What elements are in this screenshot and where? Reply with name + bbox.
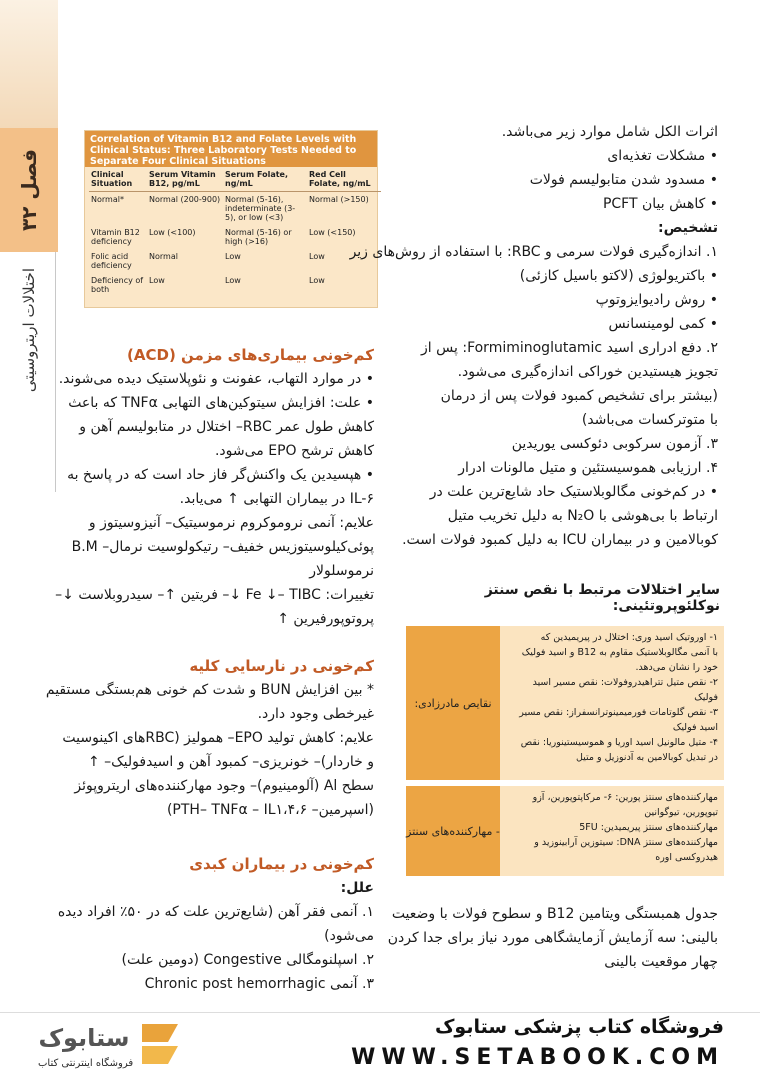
disorders-row-label: نقایص مادرزادی: <box>406 626 500 780</box>
text-line: ۱. آنمی فقر آهن (شایع‌ترین علت که در ۵۰٪ افراد دیده <box>57 904 374 920</box>
subheading: علل: <box>340 880 374 896</box>
disorders-row-body <box>500 626 724 780</box>
disorders-line: در تبدیل کوبالامین به آدنوزیل و متیل <box>575 752 718 763</box>
text-line: تجویز هیستیدین خوراکی اندازه‌گیری می‌شود. <box>457 364 718 380</box>
text-line: غیرخطی وجود دارد. <box>257 706 374 722</box>
ckd-heading: کم‌خونی در نارسایی کلیه <box>189 657 374 675</box>
text-line: • باکتریولوژی (لاکتو باسیل کازئی) <box>398 264 718 288</box>
vitamin-table-cell: Low <box>225 276 241 285</box>
vitamin-table-cell: Normal (5-16) or high (>16) <box>225 228 292 246</box>
disorders-line: اسید فولیک <box>672 722 718 733</box>
text-line: با متوترکسات می‌باشد) <box>581 412 718 428</box>
vitamin-table-cell: Folic acid deficiency <box>91 252 132 270</box>
disorders-line: مهارکننده‌های سنتز DNA: سیتوزین آرابینوزید و <box>534 837 718 848</box>
text-line: ۳. آنمی Chronic post hemorrhagic <box>144 976 374 992</box>
text-line: • در کم‌خونی مگالوبلاستیک حاد شایع‌ترین علت در <box>398 480 718 504</box>
disorders-line: تیوپورین، تیوگوانین <box>644 807 718 818</box>
acd-heading: کم‌خونی بیماری‌های مزمن (ACD) <box>127 346 374 364</box>
caption-line: بالینی: سه آزمایش آزمایشگاهی مورد نیاز برای جدا کردن <box>387 930 718 946</box>
text-line: علایم: کاهش تولید EPO– همولیز (RBCهای اکینوسیت <box>62 730 374 746</box>
text-line: • کاهش بیان PCFT <box>398 192 718 216</box>
caption-line: جدول همبستگی ویتامین B12 و سطوح فولات با وضعیت <box>391 906 718 922</box>
liver-heading: کم‌خونی در بیماران کبدی <box>189 855 374 873</box>
vitamin-folate-table <box>84 130 378 308</box>
disorders-line: خود را نشان می‌دهد. <box>635 662 718 673</box>
text-line: پروتوپورفیرین ↑ <box>277 611 374 627</box>
disorders-row <box>406 786 724 876</box>
text-line: (اسپرمین– PTH– TNFα – IL۱،۴،۶) <box>166 802 374 818</box>
text-line: • مسدود شدن متابولیسم فولات <box>398 168 718 192</box>
caption-line: چهار موقعیت بالینی <box>604 954 718 970</box>
text-line: ۳. آزمون سرکوبی دئوکسی یوریدین <box>511 436 718 452</box>
text-line: و خاردار)– خونریزی– کمبود آهن و اسیدفولیک– ↑ <box>87 754 374 770</box>
disorders-line: ۴- متیل مالونیل اسید اوریا و هموسیستینوریا: نقص <box>520 737 718 748</box>
footer-divider <box>0 1012 760 1013</box>
text-line: علایم: آنمی نروموکروم نرموسیتیک– آنیزوسیتوز و <box>88 515 374 531</box>
disorders-row-label: - مهارکننده‌های سنتز <box>406 786 500 876</box>
chapter-title: اختلالات اریتروسیتی <box>20 267 38 393</box>
table-caption <box>387 902 718 974</box>
chapter-label: فصل ۳۲ <box>17 148 41 232</box>
acd-body <box>55 367 374 631</box>
vitamin-table-cell: Low <box>225 252 241 261</box>
text-line: پوئی‌کیلوسیتوزیس خفیف– رتیکولوسیت نرمال– B.M <box>71 539 374 555</box>
side-gradient <box>0 0 58 128</box>
text-line: ارتباط با بی‌هوشی با N₂O به دلیل تخریب متیل <box>447 508 718 524</box>
vitamin-table-cell: Normal (5-16), indeterminate (3-5), or low (<3) <box>225 195 296 222</box>
disorders-line: مهارکننده‌های سنتز پورین: ۶- مرکاپتوپورین، آزو <box>532 792 718 803</box>
logo-wordmark: ستابوک <box>38 1024 130 1052</box>
vitamin-table-cell: Normal (200-900) <box>149 195 221 204</box>
logo-subtitle: فروشگاه اینترنتی کتاب <box>38 1058 134 1069</box>
footer-title: فروشگاه کتاب پزشکی ستابوک <box>434 1016 724 1038</box>
vitamin-table-cell: Normal* <box>91 195 124 204</box>
text-line: اثرات الکل شامل موارد زیر می‌باشد. <box>501 124 718 140</box>
disorders-line: با آنمی مگالوبلاستیک مقاوم به B12 و اسید فولیک <box>521 647 718 658</box>
footer-url[interactable]: WWW.SETABOOK.COM <box>351 1045 724 1070</box>
text-line: • علت: افزایش سیتوکین‌های التهابی TNFα که باعث <box>84 391 374 415</box>
liver-section <box>57 852 374 996</box>
vitamin-table-cell: Low <box>309 276 325 285</box>
text-line: • هپسیدین یک واکنش‌گر فاز حاد است که در پاسخ به <box>84 463 374 487</box>
side-divider <box>55 252 56 492</box>
text-line: • در موارد التهاب، عفونت و نئوپلاستیک دیده می‌شوند. <box>84 367 374 391</box>
text-line: کوبالامین و در بیماران ICU به دلیل کمبود فولات است. <box>402 532 718 548</box>
subheading: تشخیص: <box>657 220 718 236</box>
disorders-line: ۲- نقص متیل تتراهیدروفولات: نقص مسیر اسید فولیک <box>532 677 718 703</box>
vitamin-table-cell: Low <box>149 276 165 285</box>
disorders-row <box>406 626 724 780</box>
text-line: • روش رادیوایزوتوپ <box>398 288 718 312</box>
acd-section <box>55 343 374 631</box>
text-line: نرموسلولار <box>309 563 374 579</box>
text-line: • کمی لومینسانس <box>398 312 718 336</box>
vitamin-table-cell: Normal <box>149 252 178 261</box>
text-line: می‌شود) <box>324 928 374 944</box>
vitamin-table-cell: Low (<100) <box>149 228 196 237</box>
disorders-title: سایر اختلالات مرتبط با نقص سنتز نوکلئوپروتئینی: <box>484 582 720 614</box>
text-line: * بین افزایش BUN و شدت کم خونی هم‌بستگی مستقیم <box>45 682 374 698</box>
disorders-line: ۱- اوروتیک اسید وری: اختلال در پیریمیدین که <box>540 632 718 643</box>
ckd-body <box>45 678 374 822</box>
vitamin-table-cell: Normal (>150) <box>309 195 369 204</box>
vitamin-table-header: Clinical Situation <box>89 167 147 192</box>
text-line: (بیشتر برای تشخیص کمبود فولات پس از درمان <box>440 388 718 404</box>
disorders-line: هیدروکسی اوره <box>655 852 718 863</box>
vitamin-table-cell: Low (<150) <box>309 228 356 237</box>
vitamin-table-title: Correlation of Vitamin B12 and Folate Levels with Clinical Status: Three Laboratory Tests Needed to Separate Four Clinical Situations <box>85 131 377 167</box>
text-line: ۴. ارزیابی هموسیستئین و متیل مالونات ادرار <box>458 460 718 476</box>
right-column-text <box>349 120 718 552</box>
vitamin-table-cell: Deficiency of both <box>91 276 144 294</box>
text-line: IL-۶ در بیماران التهابی ↑ می‌یابد. <box>179 491 374 507</box>
ckd-section <box>45 654 374 822</box>
text-line: • مشکلات تغذیه‌ای <box>398 144 718 168</box>
text-line: ۱. اندازه‌گیری فولات سرمی و RBC: با استفاده از روش‌های زیر <box>349 244 718 260</box>
vitamin-table-header: Serum Folate, ng/mL <box>223 167 307 192</box>
text-line: کاهش ترشح EPO می‌شود. <box>214 443 374 459</box>
liver-body <box>57 876 374 996</box>
vitamin-table-header: Red Cell Folate, ng/mL <box>307 167 381 192</box>
disorders-table <box>406 626 724 882</box>
text-line: ۲. اسپلنومگالی Congestive (دومین علت) <box>121 952 374 968</box>
vitamin-table-grid <box>85 167 377 297</box>
vitamin-table-cell: Vitamin B12 deficiency <box>91 228 140 246</box>
vitamin-table-cell: Low <box>309 252 325 261</box>
disorders-row-body <box>500 786 724 876</box>
disorders-line: ۳- نقص گلوتامات فورمیمینوترانسفراز: نقص مسیر <box>519 707 718 718</box>
text-line: سطح Al (آلومینیوم)– وجود مهارکننده‌های اریتروپوئز <box>74 778 374 794</box>
text-line: تغییرات: Fe ↓– TIBC ↓– فریتین ↑– سیدروبلاست ↓– <box>55 587 374 603</box>
vitamin-table-header: Serum Vitamin B12, pg/mL <box>147 167 223 192</box>
disorders-line: مهارکننده‌های سنتز پیریمیدین: 5FU <box>579 822 718 833</box>
text-line: ۲. دفع ادراری اسید Formiminoglutamic: پس از <box>421 340 718 356</box>
text-line: کاهش طول عمر RBC– اختلال در متابولیسم آهن و <box>79 419 374 435</box>
